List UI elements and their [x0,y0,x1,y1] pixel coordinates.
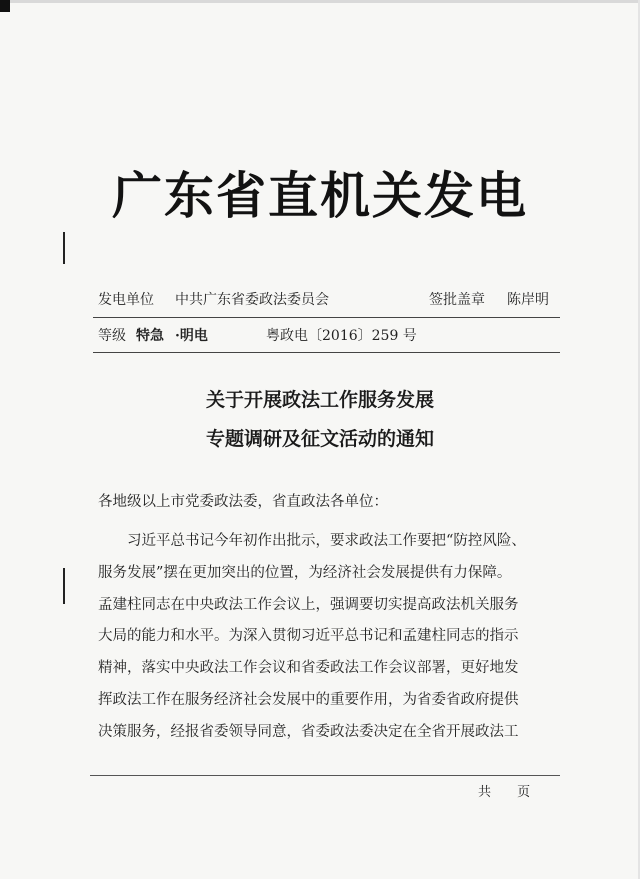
body-line: 挥政法工作在服务经济社会发展中的重要作用，为省委省政府提供 [98,691,519,708]
scan-top-edge [0,0,640,3]
body-line: 精神，落实中央政法工作会议和省委政法工作会议部署，更好地发 [98,660,519,677]
level-row [98,325,558,347]
body-line: 决策服务，经报省委领导同意，省委政法委决定在全省开展政法工 [98,723,519,740]
salutation: 各地级以上市党委政法委，省直政法各单位： [98,494,388,510]
body-line: 服务发展”摆在更加突出的位置，为经济社会发展提供有力保障。 [98,564,512,581]
body-line: 大局的能力和水平。为深入贯彻习近平总书记和孟建柱同志的指示 [98,628,519,645]
binding-mark [63,568,65,604]
sign-value: 陈岸明 [507,292,549,308]
sign-label: 签批盖章 [429,292,485,308]
body-line: 孟建柱同志在中央政法工作会议上，强调要切实提高政法机关服务 [98,596,519,613]
binding-mark [63,232,65,264]
sender-row [98,289,558,311]
divider [93,352,560,353]
level-label: 等级 [98,328,126,344]
sender-value: 中共广东省委政法委员会 [175,292,329,308]
telegram-header-title: 广东省直机关发电 [112,167,528,225]
sender-label: 发电单位 [98,292,154,308]
scan-corner-mark [0,0,10,12]
level-value: 特急 [136,328,164,344]
document-title-line: 关于开展政法工作服务发展 [205,389,434,411]
footer-divider [90,775,560,776]
mode-value: ·明电 [175,328,208,344]
body-line: 习近平总书记今年初作出批示，要求政法工作要把“防控风险、 [127,533,526,549]
doc-number: 粤政电〔2016〕259 号 [266,328,417,344]
page-count: 共 页 [478,785,531,800]
divider [93,317,560,318]
document-title-line: 专题调研及征文活动的通知 [205,428,434,450]
body-paragraph [98,526,558,749]
